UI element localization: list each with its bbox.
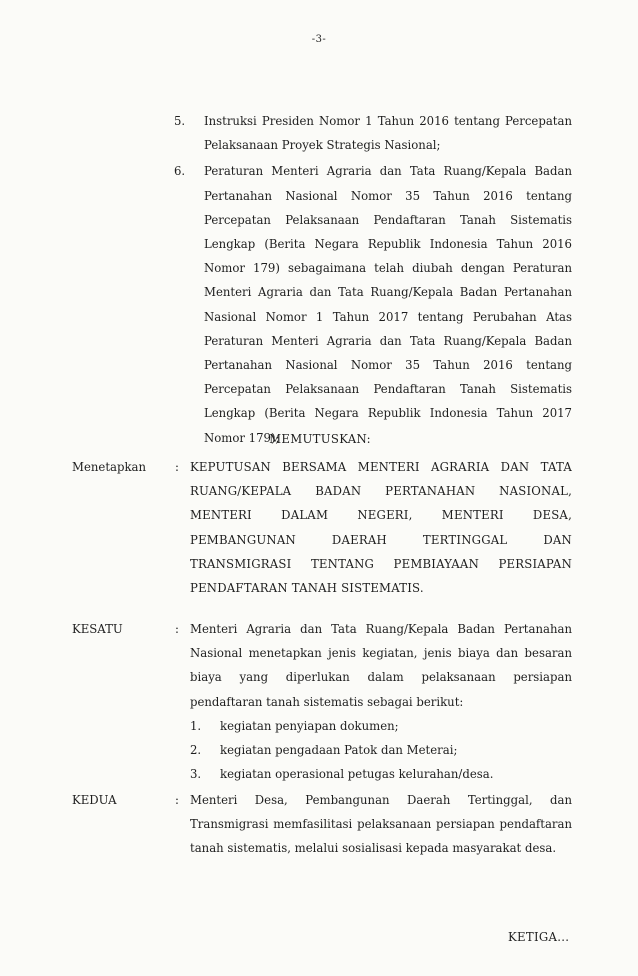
next-page-catchword: KETIGA... (508, 930, 570, 944)
item-number: 1. (190, 718, 202, 733)
item-number: 6. (174, 164, 186, 179)
list-item (190, 714, 572, 738)
section-text: Menteri Agraria dan Tata Ruang/Kepala Badan Pertanahan Nasional menetapkan jenis kegiatan, jenis biaya dan besaran biaya yang diperlukan dalam pelaksanaan persiapan pendaftaran tanah sistematis sebagai berikut: (190, 622, 572, 709)
list-item (172, 109, 572, 157)
section-text: KEPUTUSAN BERSAMA MENTERI AGRARIA DAN TATA RUANG/KEPALA BADAN PERTANAHAN NASIONAL, MENTERI DALAM NEGERI, MENTERI DESA, PEMBANGUNAN DAERAH TERTINGGAL DAN TRANSMIGRASI TENTANG PEMBIAYAAN PERSIAPAN PENDAFTARAN TANAH SISTEMATIS. (190, 460, 572, 596)
section-text: Menteri Desa, Pembangunan Daerah Tertinggal, dan Transmigrasi memfasilitasi pelaksanaan persiapan pendaftaran tanah sistematis, melalui sosialisasi kepada masyarakat desa. (190, 793, 572, 856)
decision-heading: MEMUTUSKAN: (269, 432, 371, 446)
list-item (190, 738, 572, 762)
page-number: -3- (311, 34, 327, 45)
item-text: kegiatan penyiapan dokumen; (220, 718, 399, 733)
item-text: Peraturan Menteri Agraria dan Tata Ruang/Kepala Badan Pertanahan Nasional Nomor 35 Tahun 2016 tentang Percepatan Pelaksanaan Pendaftaran Tanah Sistematis Lengkap (Berita Negara Republik Indonesia Tahun 2016 Nomor 179) sebagaimana telah diubah dengan Peraturan Menteri Agraria dan Tata Ruang/Kepala Badan Pertanahan Nasional Nomor 1 Tahun 2017 tentang Perubahan Atas Peraturan Menteri Agraria dan Tata Ruang/Kepala Badan Pertanahan Nasional Nomor 35 Tahun 2016 tentang Percepatan Pelaksanaan Pendaftaran Tanah Sistematis Lengkap (Berita Negara Republik Indonesia Tahun 2017 Nomor 179); (204, 164, 572, 445)
consideration-list (172, 109, 572, 452)
section-colon: : (175, 460, 179, 474)
item-number: 2. (190, 743, 202, 758)
section-label: KEDUA (72, 793, 117, 807)
item-text: Instruksi Presiden Nomor 1 Tahun 2016 tentang Percepatan Pelaksanaan Proyek Strategis Nasional; (204, 114, 572, 153)
list-item (172, 159, 572, 449)
item-text: kegiatan pengadaan Patok dan Meterai; (220, 743, 458, 758)
item-number: 5. (174, 114, 186, 128)
activity-list (190, 714, 572, 787)
section-label: KESATU (72, 622, 123, 636)
section-colon: : (175, 622, 179, 636)
section-colon: : (175, 793, 179, 807)
section-label: Menetapkan (72, 460, 147, 474)
item-text: kegiatan operasional petugas kelurahan/desa. (220, 767, 494, 782)
item-number: 3. (190, 767, 202, 782)
list-item (190, 762, 572, 786)
section-body (190, 617, 572, 786)
